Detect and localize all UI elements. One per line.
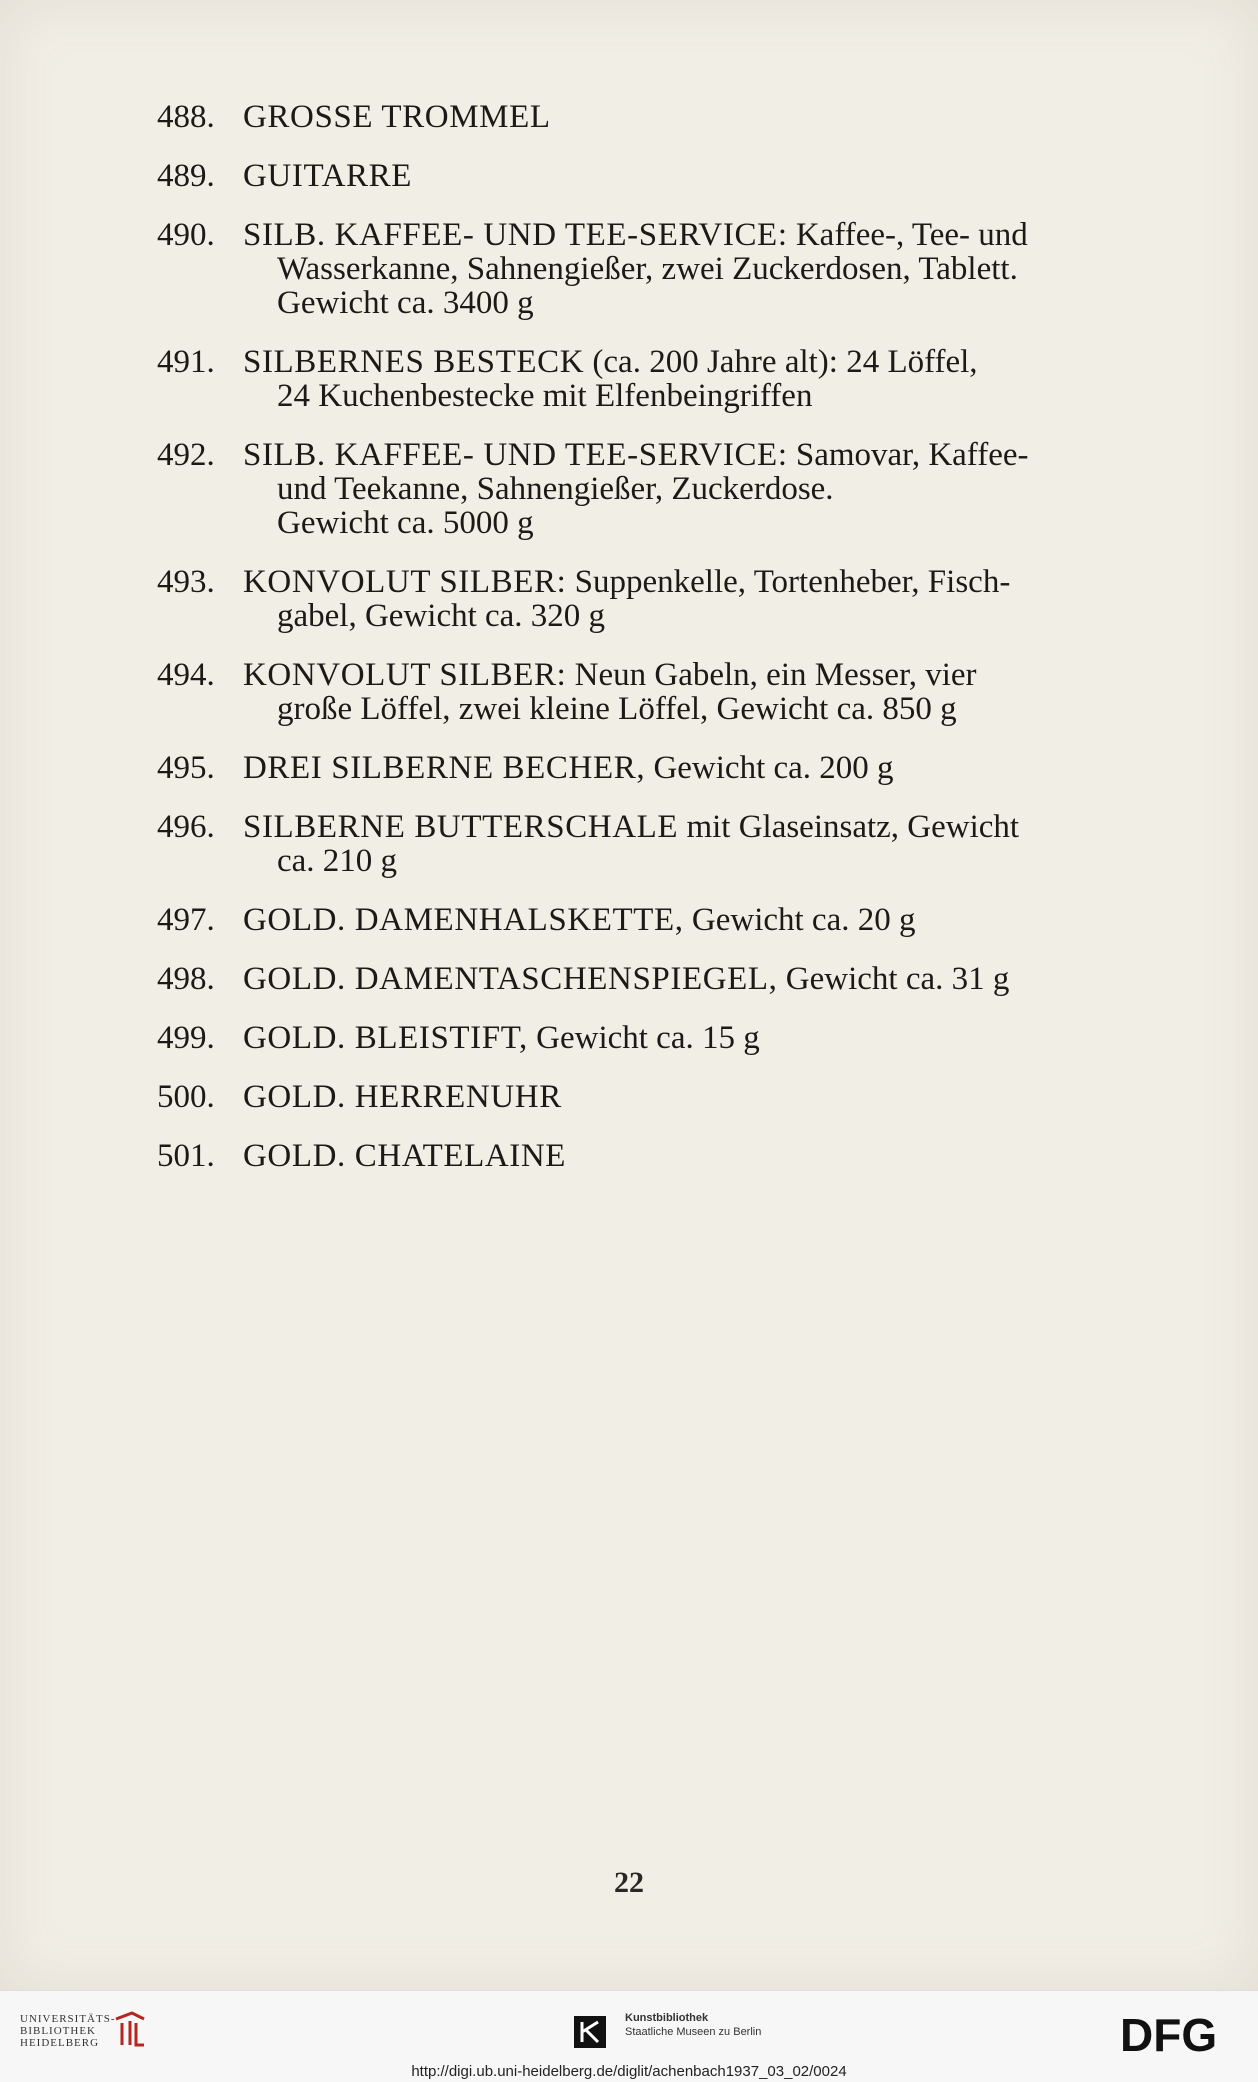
entry-continuation	[243, 472, 1097, 540]
entry-line: große Löffel, zwei kleine Löffel, Gewicht ca. 850 g	[277, 691, 957, 727]
entry-number: 498.	[157, 961, 215, 997]
entry-title: GROSSE TROMMEL	[243, 99, 551, 135]
university-line: UNIVERSITÄTS-	[20, 2013, 116, 2025]
entry-number: 489.	[157, 158, 215, 194]
university-line: BIBLIOTHEK	[20, 2025, 96, 2037]
entry-description: (ca. 200 Jahre alt): 24 Löffel,	[584, 344, 978, 380]
page-number: 22	[614, 1866, 644, 1899]
entry-description: mit Glaseinsatz, Gewicht	[678, 809, 1020, 845]
entry-continuation	[243, 692, 1097, 726]
entry-line: ca. 210 g	[277, 843, 398, 879]
catalog-entry-495	[157, 751, 1097, 785]
catalog-entry-list	[157, 100, 1097, 1198]
entry-title: SILB. KAFFEE- UND TEE-SERVICE:	[243, 217, 788, 253]
entry-description: Kaffee-, Tee- und	[787, 217, 1028, 253]
entry-title: GOLD. BLEISTIFT,	[243, 1020, 528, 1056]
catalog-entry-488	[157, 100, 1097, 134]
entry-description: Gewicht ca. 20 g	[683, 902, 916, 938]
entry-title: KONVOLUT SILBER:	[243, 564, 567, 600]
university-library-label[interactable]	[20, 2013, 116, 2049]
catalog-entry-499	[157, 1021, 1097, 1055]
entry-number: 494.	[157, 657, 215, 693]
entry-title: GOLD. DAMENTASCHENSPIEGEL,	[243, 961, 778, 997]
entry-line: Gewicht ca. 3400 g	[277, 285, 534, 321]
entry-number: 488.	[157, 99, 215, 135]
museen-name: Staatliche Museen zu Berlin	[625, 2026, 762, 2038]
entry-number: 491.	[157, 344, 215, 380]
catalog-entry-497	[157, 903, 1097, 937]
entry-line: und Teekanne, Sahnengießer, Zuckerdose.	[277, 471, 834, 507]
entry-line: 24 Kuchenbestecke mit Elfenbeingriffen	[277, 378, 813, 414]
catalog-entry-490	[157, 218, 1097, 320]
entry-description: Suppenkelle, Tortenheber, Fisch-	[566, 564, 1011, 600]
university-logo-icon[interactable]	[112, 2009, 148, 2049]
entry-title: SILBERNE BUTTERSCHALE	[243, 809, 679, 845]
entry-continuation	[243, 844, 1097, 878]
catalog-entry-489	[157, 159, 1097, 193]
kunstbibliothek-label[interactable]	[625, 2011, 761, 2039]
kunstbibliothek-logo-icon[interactable]	[574, 2016, 606, 2048]
entry-number: 496.	[157, 809, 215, 845]
entry-line: Gewicht ca. 5000 g	[277, 505, 534, 541]
dfg-logo-icon[interactable]	[1118, 2009, 1240, 2057]
catalog-entry-500	[157, 1080, 1097, 1114]
entry-title: GOLD. HERRENUHR	[243, 1079, 562, 1115]
entry-number: 490.	[157, 217, 215, 253]
catalog-entry-494	[157, 658, 1097, 726]
permalink-url[interactable]: http://digi.ub.uni-heidelberg.de/diglit/achenbach1937_03_02/0024	[411, 2063, 847, 2080]
university-line: HEIDELBERG	[20, 2037, 100, 2049]
catalog-entry-491	[157, 345, 1097, 413]
entry-description: Samovar, Kaffee-	[787, 437, 1029, 473]
entry-title: SILBERNES BESTECK	[243, 344, 585, 380]
dfg-logo-text: DFG	[1120, 2009, 1218, 2057]
entry-number: 493.	[157, 564, 215, 600]
entry-line: Wasserkanne, Sahnengießer, zwei Zuckerdosen, Tablett.	[277, 251, 1018, 287]
entry-description: Neun Gabeln, ein Messer, vier	[566, 657, 977, 693]
entry-continuation	[243, 599, 1097, 633]
entry-description: Gewicht ca. 31 g	[777, 961, 1010, 997]
catalog-entry-492	[157, 438, 1097, 540]
footer-bar	[0, 1990, 1258, 2082]
catalog-entry-501	[157, 1139, 1097, 1173]
entry-title: GUITARRE	[243, 158, 412, 194]
entry-title: SILB. KAFFEE- UND TEE-SERVICE:	[243, 437, 788, 473]
catalog-entry-498	[157, 962, 1097, 996]
entry-description: Gewicht ca. 15 g	[527, 1020, 760, 1056]
catalog-entry-493	[157, 565, 1097, 633]
entry-title: DREI SILBERNE BECHER,	[243, 750, 646, 786]
entry-number: 501.	[157, 1138, 215, 1174]
catalog-entry-496	[157, 810, 1097, 878]
entry-continuation	[243, 252, 1097, 320]
entry-description: Gewicht ca. 200 g	[645, 750, 894, 786]
entry-line: gabel, Gewicht ca. 320 g	[277, 598, 606, 634]
entry-number: 499.	[157, 1020, 215, 1056]
entry-continuation	[243, 379, 1097, 413]
entry-number: 500.	[157, 1079, 215, 1115]
kunstbibliothek-name: Kunstbibliothek	[625, 2012, 709, 2024]
entry-number: 497.	[157, 902, 215, 938]
entry-title: KONVOLUT SILBER:	[243, 657, 567, 693]
entry-title: GOLD. DAMENHALSKETTE,	[243, 902, 684, 938]
entry-number: 492.	[157, 437, 215, 473]
entry-number: 495.	[157, 750, 215, 786]
entry-title: GOLD. CHATELAINE	[243, 1138, 567, 1174]
